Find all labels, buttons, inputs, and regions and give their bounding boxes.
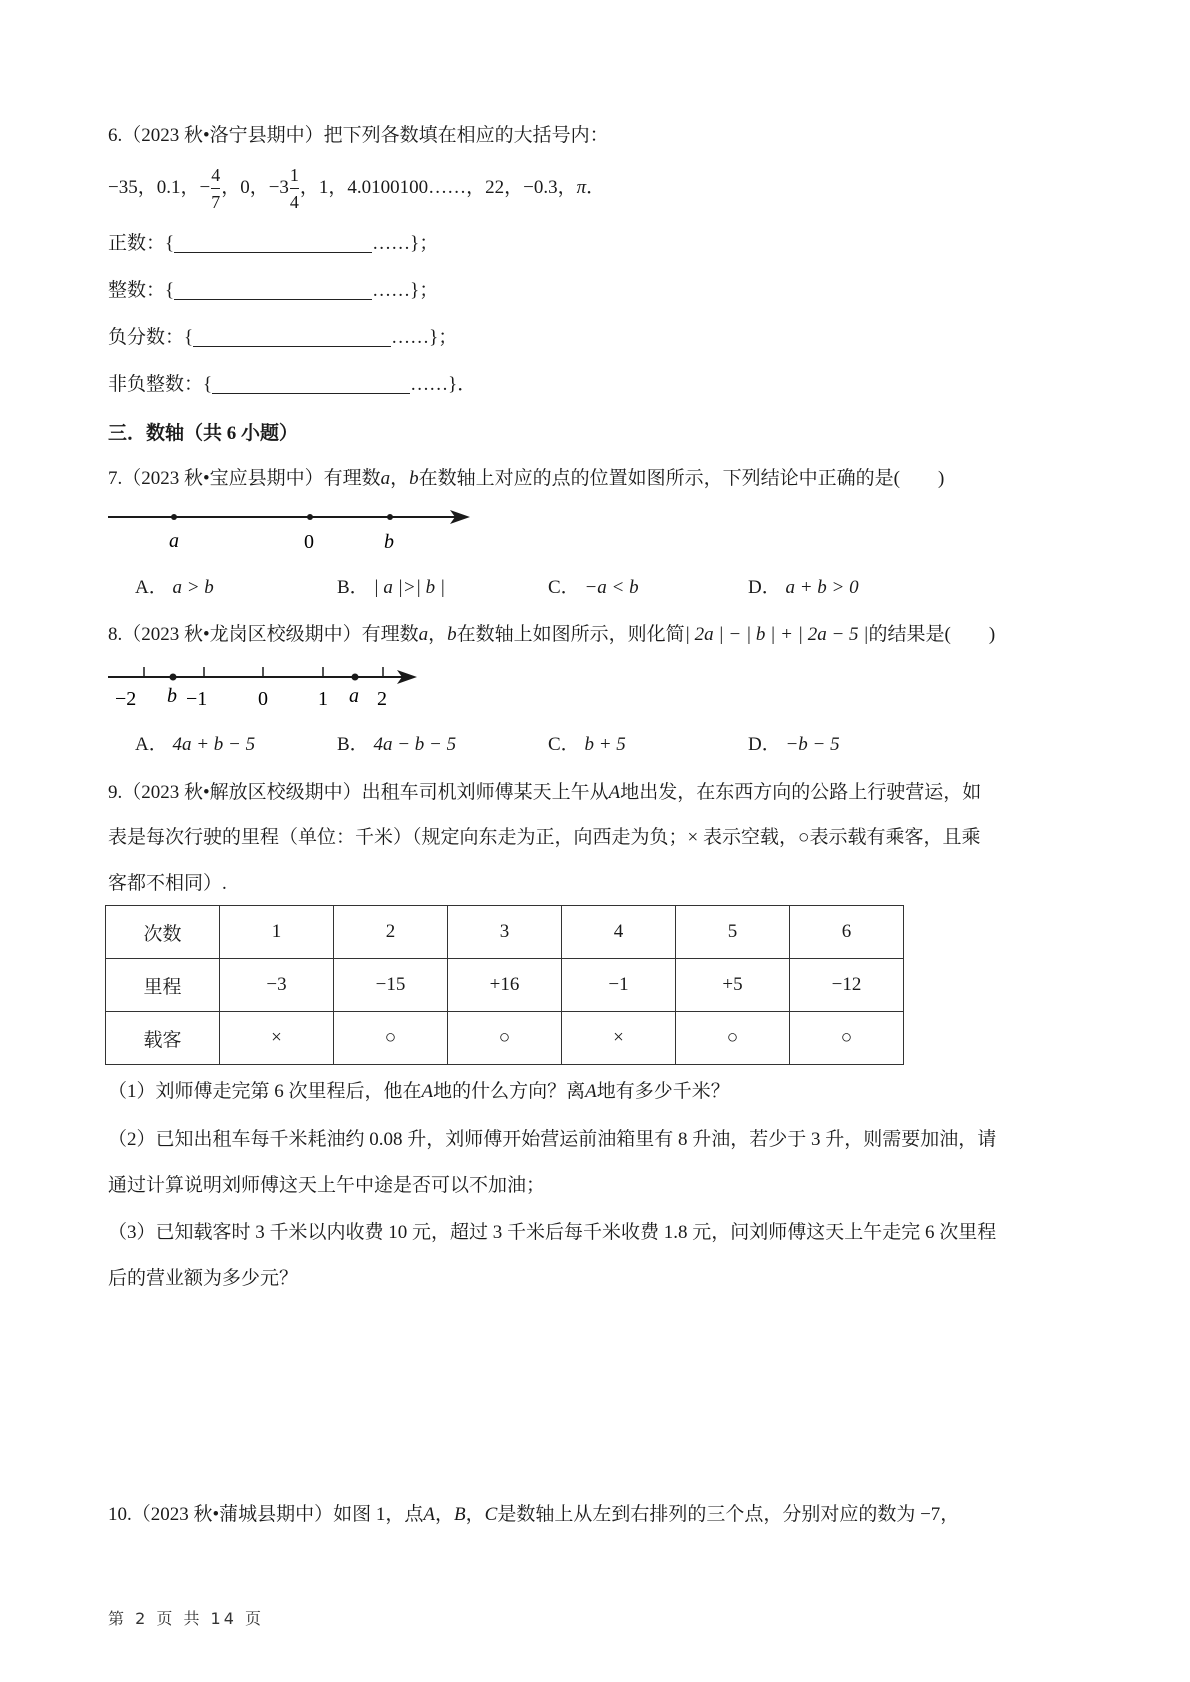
table-cell: × xyxy=(220,1012,334,1065)
option-text: a + b > 0 xyxy=(785,577,859,598)
q6-numbers-part3: ，1，4.0100100……，22，−0.3， xyxy=(299,177,577,198)
label-zero: 0 xyxy=(304,531,314,553)
table-cell: 5 xyxy=(676,906,790,959)
category-label: 正数：{ xyxy=(108,233,175,254)
answer-blank[interactable] xyxy=(174,281,372,300)
q9-subquestion-1 xyxy=(108,1076,730,1103)
tick-label: −2 xyxy=(115,688,137,710)
frac-denominator: 7 xyxy=(211,192,221,213)
option-letter: D． xyxy=(748,577,781,598)
table-cell: 次数 xyxy=(106,906,220,959)
table-cell: −15 xyxy=(334,959,448,1012)
table-row-mileage xyxy=(106,959,904,1012)
q7-option-a[interactable] xyxy=(135,572,214,599)
q8-number-line xyxy=(105,660,425,720)
table-cell: ○ xyxy=(334,1012,448,1065)
point-A: A xyxy=(585,1081,597,1102)
frac-denominator: 4 xyxy=(289,192,299,213)
pi-symbol: π xyxy=(576,177,587,198)
q6-category-nonnegative-integer xyxy=(108,369,476,396)
table-cell: −1 xyxy=(562,959,676,1012)
point-zero xyxy=(307,514,313,520)
category-tail: ……}； xyxy=(391,327,458,348)
sub1-text-b: 地的什么方向？离 xyxy=(433,1081,586,1102)
q6-numbers-part2: ，0，−3 xyxy=(221,177,289,198)
table-row-trip-number xyxy=(106,906,904,959)
label-b: b xyxy=(167,685,177,707)
q6-number-list xyxy=(108,163,605,213)
table-cell: ○ xyxy=(676,1012,790,1065)
q8-stem-suffix: 的结果是( ) xyxy=(868,624,996,645)
table-cell: 3 xyxy=(448,906,562,959)
q7-option-d[interactable] xyxy=(748,572,859,599)
q8-option-b[interactable] xyxy=(337,729,456,756)
q8-option-d[interactable] xyxy=(748,729,840,756)
option-letter: B． xyxy=(337,577,369,598)
fraction-4-7 xyxy=(211,166,220,211)
point-A: A xyxy=(608,782,621,803)
category-label: 非负整数：{ xyxy=(108,374,213,395)
option-text: | a |>| b | xyxy=(373,577,446,598)
separator: ， xyxy=(390,468,410,489)
q10-stem xyxy=(108,1499,959,1526)
table-cell: 1 xyxy=(220,906,334,959)
option-text: −a < b xyxy=(584,577,639,598)
q8-expression: | 2a | − | b | + | 2a − 5 | xyxy=(684,624,869,645)
page-number: 第 2 页 共 14 页 xyxy=(108,1609,264,1628)
q8-option-a[interactable] xyxy=(135,729,255,756)
table-cell: ○ xyxy=(448,1012,562,1065)
label-a: a xyxy=(349,685,359,707)
var-b: b xyxy=(409,468,419,489)
category-label: 整数：{ xyxy=(108,280,175,301)
answer-blank[interactable] xyxy=(193,328,391,347)
point-b xyxy=(170,674,177,681)
q10-suffix: 是数轴上从左到右排列的三个点，分别对应的数为 −7， xyxy=(497,1504,960,1525)
q6-numbers-part1: −35，0.1，− xyxy=(108,177,211,198)
option-text: 4a − b − 5 xyxy=(373,734,457,755)
label-a: a xyxy=(169,530,179,552)
tick-label: 0 xyxy=(258,688,268,710)
option-letter: D． xyxy=(748,734,781,755)
q6-category-positive xyxy=(108,228,438,255)
option-letter: A． xyxy=(135,734,168,755)
tick-label: 1 xyxy=(318,688,328,710)
answer-blank[interactable] xyxy=(212,375,410,394)
table-cell: × xyxy=(562,1012,676,1065)
sub1-text-a: （1）刘师傅走完第 6 次里程后，他在 xyxy=(108,1081,422,1102)
point-B: B xyxy=(454,1504,466,1525)
table-cell: 4 xyxy=(562,906,676,959)
q8-stem-prefix: 8.（2023 秋•龙岗区校级期中）有理数 xyxy=(108,624,419,645)
var-b: b xyxy=(447,624,457,645)
q7-option-b[interactable] xyxy=(337,572,445,599)
q9-subquestion-3-line2: 后的营业额为多少元？ xyxy=(108,1268,299,1289)
q6-category-negative-fraction xyxy=(108,322,457,349)
table-cell: ○ xyxy=(790,1012,904,1065)
point-a xyxy=(171,514,177,520)
option-letter: A． xyxy=(135,577,168,598)
table-cell: 6 xyxy=(790,906,904,959)
q6-numbers-end: ． xyxy=(586,177,606,198)
q8-stem xyxy=(108,619,995,646)
table-row-passenger xyxy=(106,1012,904,1065)
option-letter: B． xyxy=(337,734,369,755)
option-text: a > b xyxy=(172,577,214,598)
option-text: 4a + b − 5 xyxy=(172,734,256,755)
section-heading: 三．数轴（共 6 小题） xyxy=(108,423,299,444)
tick-label: 2 xyxy=(377,688,387,710)
table-cell: 2 xyxy=(334,906,448,959)
point-A: A xyxy=(423,1504,436,1525)
q6-stem: 6.（2023 秋•洛宁县期中）把下列各数填在相应的大括号内： xyxy=(108,125,609,146)
point-a xyxy=(352,674,359,681)
category-tail: ……}； xyxy=(372,280,439,301)
q8-option-c[interactable] xyxy=(548,729,626,756)
point-C: C xyxy=(484,1504,498,1525)
q7-stem-suffix: 在数轴上对应的点的位置如图所示，下列结论中正确的是( ) xyxy=(418,468,945,489)
category-tail: ……}． xyxy=(410,374,477,395)
point-b xyxy=(387,514,393,520)
table-cell: +5 xyxy=(676,959,790,1012)
option-letter: C． xyxy=(548,577,580,598)
var-a: a xyxy=(418,624,429,645)
category-tail: ……}； xyxy=(372,233,439,254)
separator: ， xyxy=(465,1504,485,1525)
option-text: b + 5 xyxy=(584,734,626,755)
q8-stem-mid: 在数轴上如图所示，则化简 xyxy=(456,624,685,645)
label-b: b xyxy=(384,531,394,553)
frac-numerator: 4 xyxy=(211,166,220,189)
table-cell: −3 xyxy=(220,959,334,1012)
q10-prefix: 10.（2023 秋•蒲城县期中）如图 1，点 xyxy=(108,1504,424,1525)
q6-category-integer xyxy=(108,275,438,302)
q9-subquestion-2-line1: （2）已知出租车每千米耗油约 0.08 升，刘师傅开始营运前油箱里有 8 升油，若少于 3 升，则需要加油，请 xyxy=(108,1129,997,1150)
q9-stem-line3: 客都不相同）. xyxy=(108,873,227,894)
q7-stem-prefix: 7.（2023 秋•宝应县期中）有理数 xyxy=(108,468,381,489)
separator: ， xyxy=(428,624,448,645)
sub1-text-c: 地有多少千米？ xyxy=(596,1081,730,1102)
answer-blank[interactable] xyxy=(174,234,372,253)
option-text: −b − 5 xyxy=(785,734,840,755)
table-cell: +16 xyxy=(448,959,562,1012)
q9-subquestion-2-line2: 通过计算说明刘师傅这天上午中途是否可以不加油； xyxy=(108,1175,546,1196)
point-A: A xyxy=(421,1081,434,1102)
table-cell: 里程 xyxy=(106,959,220,1012)
category-label: 负分数：{ xyxy=(108,327,194,348)
q9-stem-line2: 表是每次行驶的里程（单位：千米）（规定向东走为正，向西走为负；× 表示空载，○表示载有乘客，且乘 xyxy=(108,827,981,848)
separator: ， xyxy=(435,1504,455,1525)
q9-stem-line1 xyxy=(108,777,981,804)
q9-subquestion-3-line1: （3）已知载客时 3 千米以内收费 10 元，超过 3 千米后每千米收费 1.8 元，问刘师傅这天上午走完 6 次里程 xyxy=(108,1222,997,1243)
q7-option-c[interactable] xyxy=(548,572,639,599)
q7-number-line xyxy=(105,505,485,560)
table-cell: −12 xyxy=(790,959,904,1012)
q7-stem xyxy=(108,463,944,490)
fraction-1-4 xyxy=(290,166,299,211)
mileage-table xyxy=(105,905,904,1065)
option-letter: C． xyxy=(548,734,580,755)
var-a: a xyxy=(380,468,391,489)
q9-line1-prefix: 9.（2023 秋•解放区校级期中）出租车司机刘师傅某天上午从 xyxy=(108,782,609,803)
q9-line1-suffix: 地出发，在东西方向的公路上行驶营运，如 xyxy=(620,782,982,803)
tick-label: −1 xyxy=(186,688,208,710)
table-cell: 载客 xyxy=(106,1012,220,1065)
frac-numerator: 1 xyxy=(290,166,299,189)
